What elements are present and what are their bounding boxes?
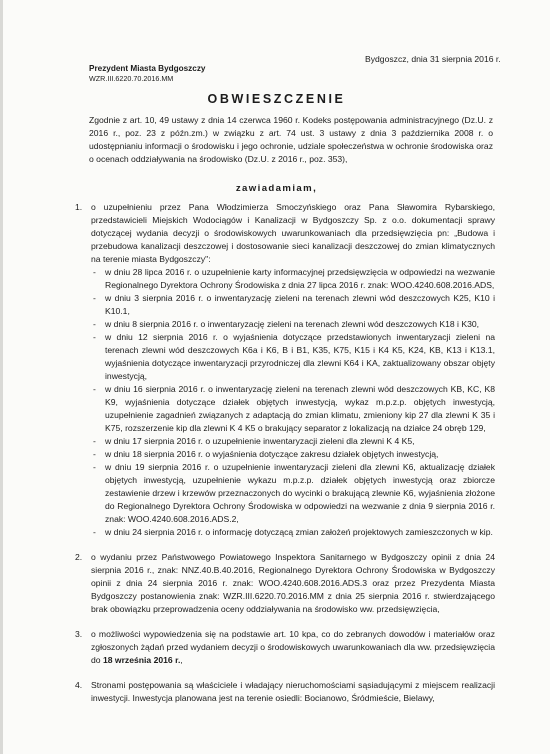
submission-item: - w dniu 17 sierpnia 2016 r. o uzupełnienie inwentaryzacji zieleni dla zlewni K 4 K5,	[93, 436, 415, 446]
notice-item-2	[75, 551, 495, 616]
item-text: Stronami postępowania są właściciele i władający nieruchomościami sąsiadującymi z miejscem realizacji inwestycji. Inwestycja planowana jest na terenie osiedli: Bocianowo, Śródmieście, Bielawy,	[91, 680, 495, 703]
notice-item-1	[75, 201, 495, 539]
item-number: 3.	[75, 629, 83, 639]
document-title: OBWIESZCZENIE	[207, 92, 346, 106]
spacer	[75, 616, 495, 628]
item-text: o możliwości wypowiedzenia się na podstawie art. 10 kpa, co do zebranych dowodów i materiałów oraz zgłoszonych żądań przed wydaniem decyzji o środowiskowych uwarunkowaniach dla ww. przedsięwzięcia do	[91, 629, 495, 665]
announcement-heading: zawiadamiam,	[235, 183, 318, 194]
reference-number: WZR.III.6220.70.2016.MM	[89, 74, 174, 83]
place-date: Bydgoszcz, dnia 31 sierpnia 2016 r.	[365, 54, 501, 64]
submission-item: - w dniu 19 sierpnia 2016 r. o uzupełnienie inwentaryzacji zieleni dla zlewni K6, aktualizację działek objętych inwestycją, uzupełnienie wykazu m.p.z.p. działek objętych inwestycją oraz zbiorcze zestawienie drzew i krzewów przeznaczonych do wycinki o brakującą zlewnie K6, wyjaśnienia złożone do Regionalnego Dyrektora Ochrony Środowiska w odpowiedzi na wezwanie z dnia 9 sierpnia 2016 r. znak: WOO.4240.608.2016.ADS.2,	[93, 462, 495, 524]
submission-item: - w dniu 24 sierpnia 2016 r. o informację dotyczącą zmian założeń projektowych zamieszczonych w kip.	[93, 527, 493, 537]
deadline-date: 18 września 2016 r.	[102, 655, 181, 665]
item-number: 4.	[75, 680, 83, 690]
item-number: 1.	[75, 202, 83, 212]
item-number: 2.	[75, 552, 83, 562]
item-text: o wydaniu przez Państwowego Powiatowego Inspektora Sanitarnego w Bydgoszczy opinii z dnia 24 sierpnia 2016 r., znak: NNZ.40.B.40.2016, Regionalnego Dyrektora Ochrony Środowiska w Bydgoszczy opinii z dnia 24 sierpnia 2016 r. znak: WOO.4240.608.2016.ADS.3 oraz przez Prezydenta Miasta Bydgoszczy postanowienia znak: WZR.III.6220.70.2016.MM z dnia 25 sierpnia 2016 r. stwierdzającego brak obowiązku przeprowadzenia oceny oddziaływania na środowisko ww. przedsięwzięcia,	[91, 552, 495, 614]
notice-items-list	[75, 201, 495, 705]
spacer	[75, 539, 495, 551]
legal-basis-paragraph: Zgodnie z art. 10, 49 ustawy z dnia 14 czerwca 1960 r. Kodeks postępowania administracyjnego (Dz.U. z 2016 r., poz. 23 z późn.zm.) w związku z art. 74 ust. 3 ustawy z dnia 3 października 2008 r. o udostępnianiu informacji o środowisku i jego ochronie, udziale społeczeństwa w ochronie środowiska oraz o ocenach oddziaływania na środowisko (Dz.U. z 2016 r., poz. 353),	[89, 115, 493, 164]
submission-item: - w dniu 16 sierpnia 2016 r. o inwentaryzację zieleni na terenach zlewni wód deszczowych KB, KC, K8 K9, wyjaśnienia dotyczące działek objętych inwestycją, wykaz m.p.z.p. objętych inwestycją, uzupełnienie zagadnień związanych z adaptacją do zmian klimatu, zmieniony kip 27 dla zlewni K 35 i K75, rozszerzenie kip dla zlewni K 4 K5 o brakujący separator z lokalizacją na działce 24 obręb 129,	[93, 384, 495, 433]
spacer	[75, 667, 495, 679]
submission-item: - w dniu 18 sierpnia 2016 r. o wyjaśnienia dotyczące zakresu działek objętych inwestycją,	[93, 449, 439, 459]
submission-item: - w dniu 8 sierpnia 2016 r. o inwentaryzację zieleni na terenach zlewni wód deszczowych K18 i K30,	[93, 319, 480, 329]
notice-item-4	[75, 679, 495, 705]
submission-item: - w dniu 28 lipca 2016 r. o uzupełnienie karty informacyjnej przedsięwzięcia w odpowiedzi na wezwanie Regionalnego Dyrektora Ochrony Środowiska z dnia 27 lipca 2016 r. znak: WOO.4240.608.2016.ADS,	[93, 267, 495, 290]
notice-item-3: 3. o możliwości wypowiedzenia się na podstawie art. 10 kpa, co do zebranych dowodów i materiałów oraz zgłoszonych żądań przed wydaniem decyzji o środowiskowych uwarunkowaniach dla ww. przedsięwzięcia do 18 września 2016 r.,	[75, 629, 495, 665]
submission-item: - w dniu 12 sierpnia 2016 r. o wyjaśnienia dotyczące przedstawionych inwentaryzacji zieleni na terenach zlewni wód deszczowych K6a i K6, B i B1, K35, K75, K15 i K4 K5, K24, KB, K13 i K13.1, wyjaśnienia dotyczące inwentaryzacji przyrodniczej dla zlewni K64 i KA, zaktualizowany obszar objęty inwestycją,	[93, 332, 495, 381]
sender-block	[89, 64, 205, 83]
sender-name: Prezydent Miasta Bydgoszczy	[89, 64, 206, 73]
item-text: o uzupełnieniu przez Pana Włodzimierza Smoczyńskiego oraz Pana Sławomira Rybarskiego, przedstawicieli Miejskich Wodociągów i Kanalizacji w Bydgoszczy Sp. z o.o. dokumentacji sprawy dotyczącej wydania decyzji o środowiskowych uwarunkowaniach dla przedsięwzięcia pn: „Budowa i przebudowa kanalizacji deszczowej i dostosowanie sieci kanalizacji deszczowej do zmian klimatycznych na terenie miasta Bydgoszczy":	[91, 202, 495, 264]
submission-item: - w dniu 3 sierpnia 2016 r. o inwentaryzację zieleni na terenach zlewni wód deszczowych K25, K10 i K10.1,	[93, 293, 495, 316]
submission-list	[91, 266, 495, 539]
